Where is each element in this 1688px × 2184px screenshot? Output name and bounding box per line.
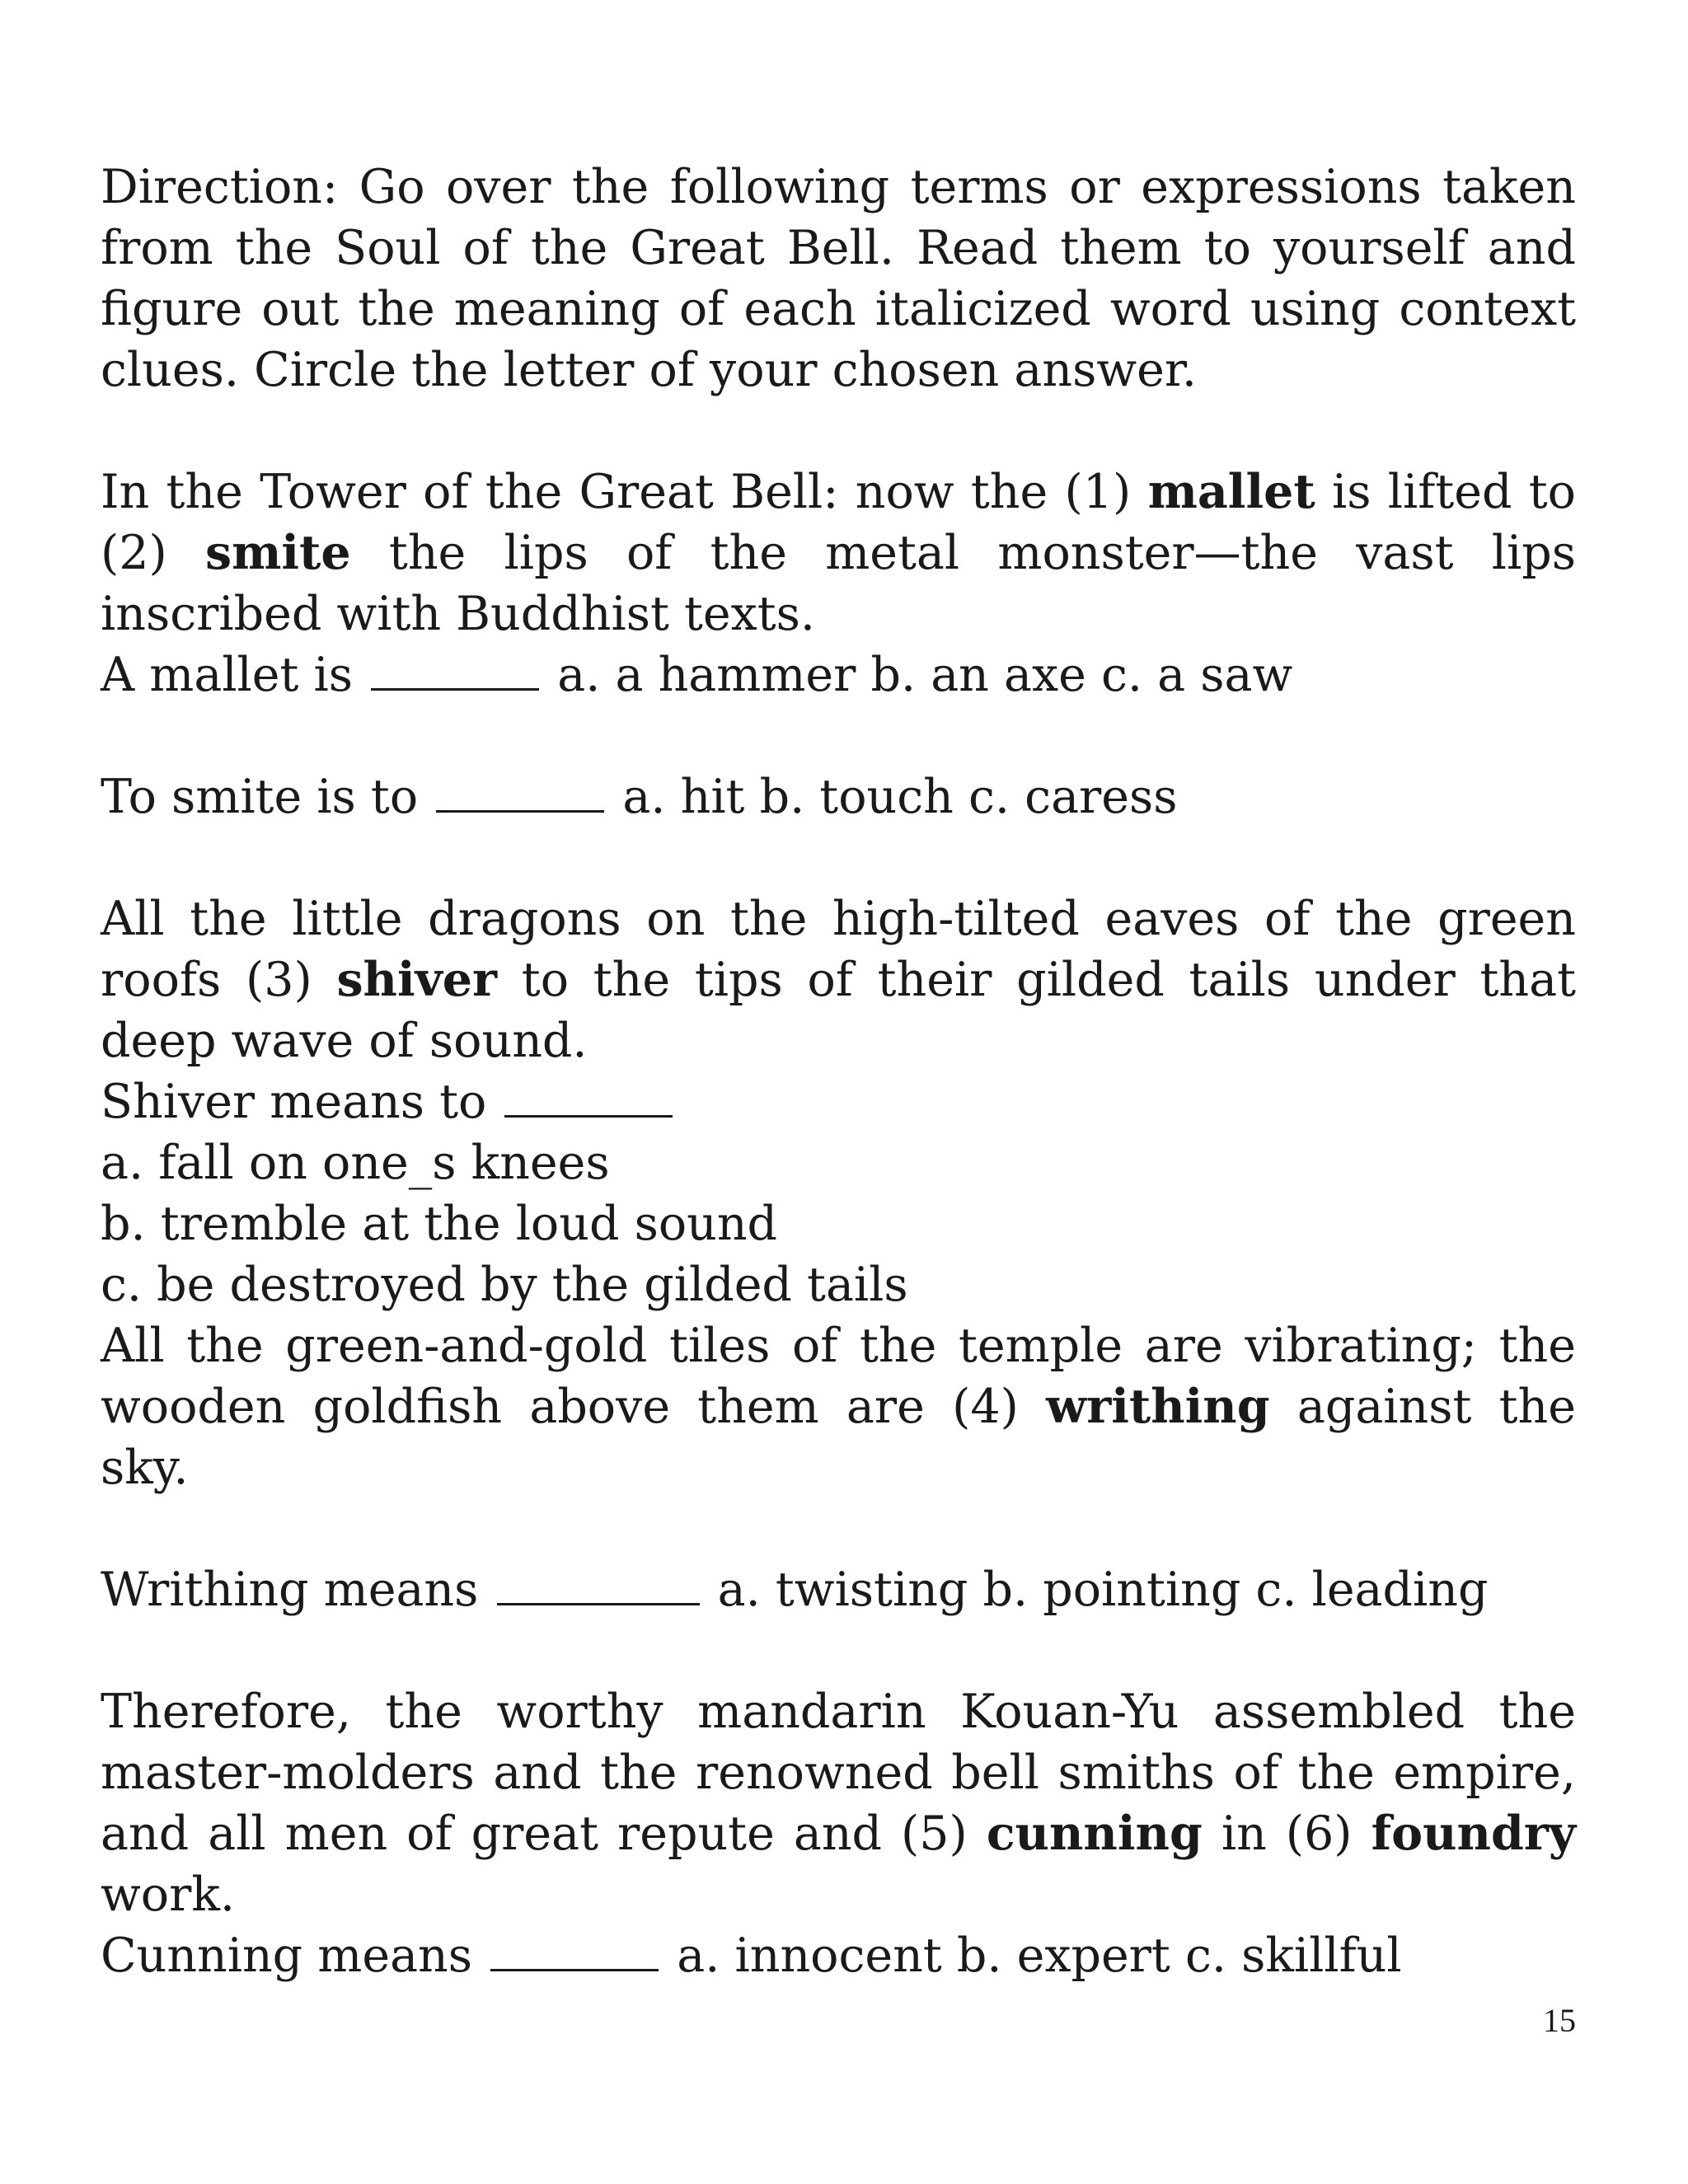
spacer	[101, 827, 1576, 888]
passage-1-text: In the Tower of the Great Bell: now the (1)	[101, 465, 1148, 519]
direction-text: Direction: Go over the following terms or expressions taken from the Soul of the Great Bell. Read them to yourself and figure out the meaning of each italicized word using context clues. Circle the letter of your chosen answer.	[101, 160, 1576, 397]
question-mallet	[101, 644, 1576, 705]
passage-3-text: against the sky.	[101, 1380, 1576, 1495]
spacer	[101, 705, 1576, 766]
passage-1	[101, 462, 1576, 644]
question-stem: To smite is to	[101, 770, 419, 824]
term-cunning: cunning	[986, 1806, 1203, 1861]
answer-choices: a. hit b. touch c. caress	[622, 770, 1178, 824]
term-writhing: writhing	[1046, 1379, 1270, 1434]
passage-1-text: is lifted to (2)	[101, 465, 1576, 580]
answer-choices: a. twisting b. pointing c. leading	[717, 1563, 1489, 1617]
question-stem: Cunning means	[101, 1929, 473, 1983]
question-writhing	[101, 1559, 1576, 1620]
passage-3	[101, 1315, 1576, 1498]
term-shiver: shiver	[336, 952, 498, 1007]
answer-blank[interactable]	[371, 645, 539, 691]
page-number: 15	[1543, 2002, 1576, 2039]
passage-2-text: to the tips of their gilded tails under that deep wave of sound.	[101, 953, 1577, 1068]
answer-blank[interactable]	[497, 1560, 700, 1605]
option-c[interactable]: c. be destroyed by the gilded tails	[101, 1258, 908, 1312]
passage-2	[101, 888, 1576, 1071]
passage-3-text: All the green-and-gold tiles of the temple are vibrating; the wooden goldfish above them are (4)	[101, 1319, 1576, 1434]
question-stem: Writhing means	[101, 1563, 479, 1617]
question-stem: A mallet is	[101, 648, 354, 702]
answer-blank[interactable]	[504, 1072, 673, 1118]
passage-2-text: All the little dragons on the high-tilted eaves of the green roofs (3)	[101, 892, 1576, 1007]
passage-1-text: the lips of the metal monster—the vast lips inscribed with Buddhist texts.	[101, 526, 1577, 641]
passage-4-text: in (6)	[1202, 1807, 1372, 1861]
term-mallet: mallet	[1147, 464, 1315, 519]
question-shiver	[101, 1071, 1576, 1132]
answer-blank[interactable]	[436, 767, 604, 813]
answer-choices: a. a hammer b. an axe c. a saw	[557, 648, 1293, 702]
answer-blank[interactable]	[490, 1926, 659, 1971]
answer-choices: a. innocent b. expert c. skillful	[677, 1929, 1402, 1983]
passage-4-text: work.	[101, 1868, 236, 1922]
worksheet-page	[101, 157, 1576, 1986]
question-stem: Shiver means to	[101, 1075, 487, 1129]
term-foundry: foundry	[1371, 1806, 1577, 1861]
term-smite: smite	[205, 525, 351, 580]
option-b[interactable]: b. tremble at the loud sound	[101, 1197, 778, 1251]
spacer	[101, 401, 1576, 462]
passage-4-text: Therefore, the worthy mandarin Kouan-Yu assembled the master-molders and the renowned bell smiths of the empire, and all men of great repute and (5)	[101, 1685, 1576, 1861]
spacer	[101, 1498, 1576, 1559]
spacer	[101, 1620, 1576, 1681]
question-smite	[101, 766, 1576, 827]
option-a[interactable]: a. fall on one_s knees	[101, 1136, 610, 1190]
passage-4	[101, 1681, 1576, 1925]
question-cunning	[101, 1925, 1576, 1986]
